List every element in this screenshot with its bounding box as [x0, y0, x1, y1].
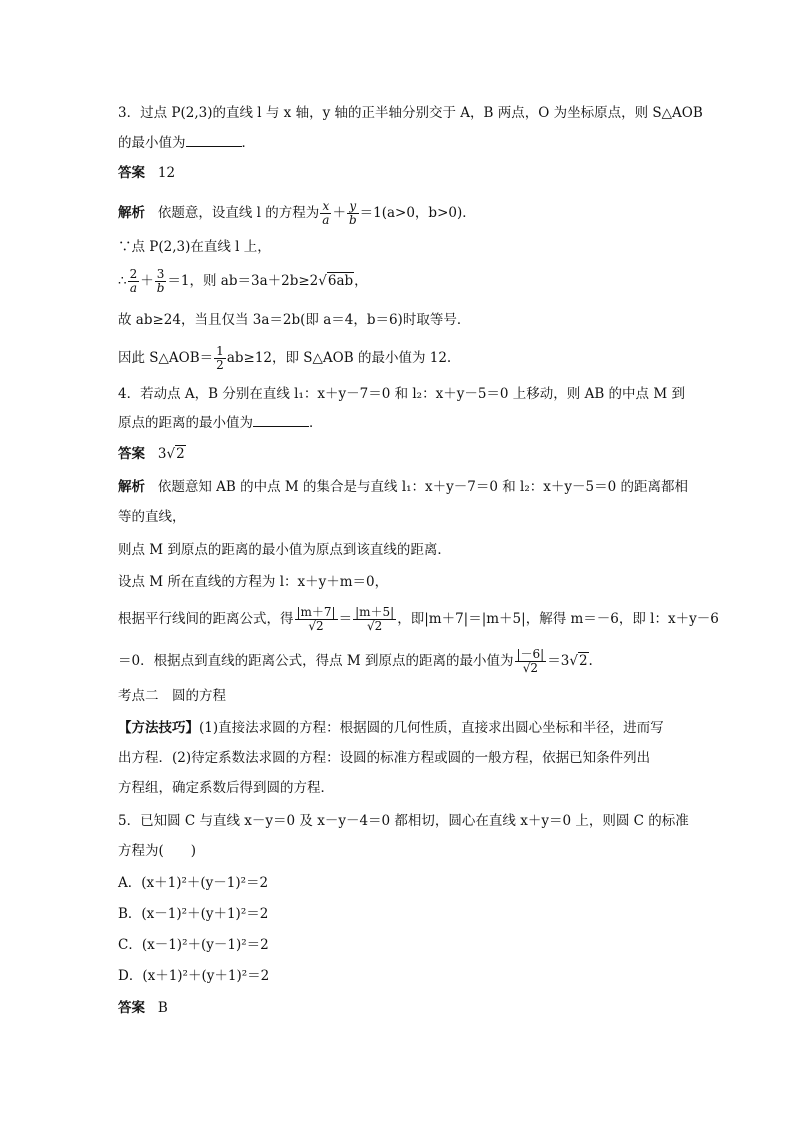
solution-4-line-3: 则点 M 到原点的距离的最小值为原点到该直线的距离． — [118, 542, 451, 558]
method-line-3: 方程组，确定系数后得到圆的方程． — [118, 780, 334, 796]
solution-label: 解析 — [118, 479, 145, 495]
answer-value: 12 — [157, 165, 176, 181]
fraction: $\frac{2}{a}$ — [129, 267, 138, 295]
answer-label: 答案 — [118, 165, 145, 181]
answer-label: 答案 — [118, 1000, 145, 1016]
answer-label: 答案 — [118, 446, 145, 462]
fraction: $\frac{x}{a}$ — [322, 199, 330, 227]
solution-4-line-1: 解析 依题意知 AB 的中点 M 的集合是与直线 l₁：x＋y－7＝0 和 l₂：x＋y－5＝0 的距离都相 — [118, 479, 688, 495]
solution-3-line-2: ∵点 P(2,3)在直线 l 上， — [118, 239, 271, 255]
method-label: 【方法技巧】 — [118, 720, 199, 736]
question-3-line-2: 的最小值为 ． — [118, 135, 255, 151]
solution-3-line-3: ∴ $\frac{2}{a}$ ＋ $\frac{3}{b}$ ＝1，则 ab＝3a＋2b≥2√6ab， — [118, 267, 368, 295]
option-b: B．(x－1)²＋(y＋1)²＝2 — [118, 906, 269, 922]
fraction: $\frac{1}{2}$ — [216, 344, 224, 372]
fraction: $\frac{3}{b}$ — [156, 267, 165, 295]
fraction: $\frac{|m+7|}{√2}$ — [296, 605, 336, 633]
option-c: C．(x－1)²＋(y－1)²＝2 — [118, 937, 269, 953]
solution-4-line-2: 等的直线， — [118, 509, 186, 525]
question-4-line-2: 原点的距离的最小值为 ． — [118, 415, 323, 431]
fraction: $\frac{y}{b}$ — [348, 199, 357, 227]
question-3-line-1: 3．过点 P(2,3)的直线 l 与 x 轴，y 轴的正半轴分别交于 A，B 两点，O 为坐标原点，则 S△AOB — [118, 105, 703, 121]
question-5-line-2: 方程为( ) — [118, 843, 197, 859]
question-5-line-1: 5．已知圆 C 与直线 x－y＝0 及 x－y－4＝0 都相切，圆心在直线 x＋y＝0 上，则圆 C 的标准 — [118, 813, 689, 829]
method-line-2: 出方程．(2)待定系数法求圆的方程：设圆的标准方程或圆的一般方程，依据已知条件列出 — [118, 750, 651, 766]
fraction: $\frac{|-6|}{√2}$ — [516, 647, 545, 675]
option-d: D．(x＋1)²＋(y＋1)²＝2 — [118, 968, 270, 984]
fraction: $\frac{|m+5|}{√2}$ — [355, 605, 395, 633]
solution-label: 解析 — [118, 205, 145, 221]
answer-4 — [118, 445, 678, 463]
solution-4-line-4: 设点 M 所在直线的方程为 l：x＋y＋m＝0， — [118, 574, 389, 590]
answer-blank — [253, 414, 309, 427]
solution-4-line-5: 根据平行线间的距离公式，得 $\frac{|m+7|}{√2}$ ＝ $\frac{|m+5|}{√2}$ ，即|m＋7|＝|m＋5|，解得 m＝－6，即 l：x＋y－6 — [118, 605, 719, 633]
answer-blank — [186, 134, 242, 147]
method-line-1: 【方法技巧】(1)直接法求圆的方程：根据圆的几何性质，直接求出圆心坐标和半径，进而写 — [118, 720, 664, 736]
answer-3 — [118, 164, 678, 182]
solution-4-line-6: ＝0．根据点到直线的距离公式，得点 M 到原点的距离的最小值为 $\frac{|-6|}{√2}$ ＝3√2. — [118, 647, 593, 675]
solution-3-line-5: 因此 S△AOB＝ $\frac{1}{2}$ ab≥12，即 S△AOB 的最小值为 12. — [118, 344, 452, 372]
question-4-line-1: 4．若动点 A，B 分别在直线 l₁：x＋y－7＝0 和 l₂：x＋y－5＝0 上移动，则 AB 的中点 M 到 — [118, 386, 685, 402]
answer-value: 3√2 — [157, 446, 185, 462]
solution-3-line-4: 故 ab≥24，当且仅当 3a＝2b(即 a＝4，b＝6)时取等号． — [118, 312, 471, 328]
answer-value: B — [157, 1000, 168, 1016]
section-heading: 考点二 圆的方程 — [118, 688, 226, 704]
solution-3-line-1: 解析 依题意，设直线 l 的方程为 $\frac{x}{a}$ ＋ $\frac{y}{b}$ ＝1(a>0，b>0)． — [118, 199, 476, 227]
option-a: A．(x＋1)²＋(y－1)²＝2 — [118, 875, 269, 891]
answer-5 — [118, 999, 678, 1017]
